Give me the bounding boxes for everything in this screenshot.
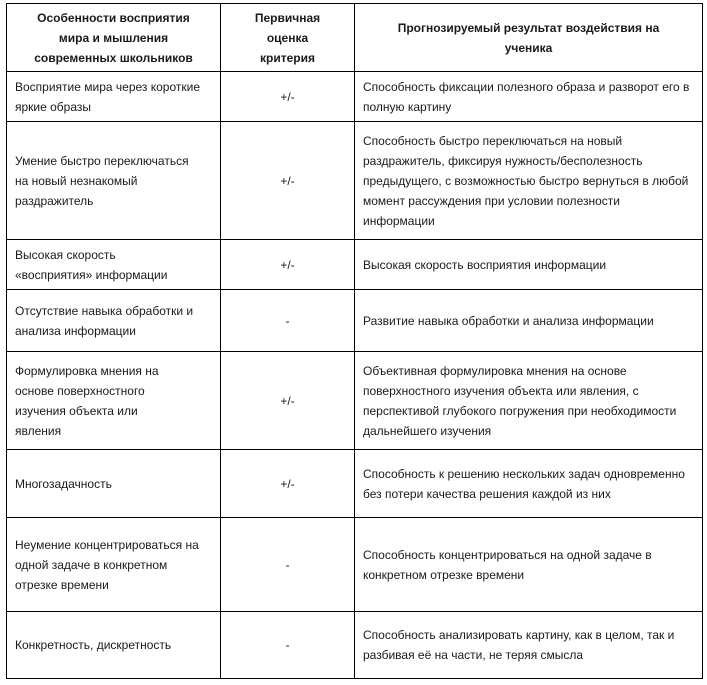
score-cell: +/- xyxy=(221,352,355,450)
feature-cell: Восприятие мира через короткие яркие образы xyxy=(7,72,221,122)
result-cell: Способность быстро переключаться на новый раздражитель, фиксируя нужность/бесполезность предыдущего, с возможностью быстро вернуться в любой момент рассуждения при условии полезности информации xyxy=(355,122,703,240)
result-cell: Способность анализировать картину, как в целом, так и разбивая её на части, не теряя смысла xyxy=(355,612,703,679)
result-cell: Способность фиксации полезного образа и разворот его в полную картину xyxy=(355,72,703,122)
feature-cell: Многозадачность xyxy=(7,450,221,518)
table-row xyxy=(7,352,703,450)
feature-cell: Высокая скорость «восприятия» информации xyxy=(7,240,221,290)
score-cell: +/- xyxy=(221,72,355,122)
result-cell: Развитие навыка обработки и анализа информации xyxy=(355,290,703,352)
result-cell: Высокая скорость восприятия информации xyxy=(355,240,703,290)
table-header-row xyxy=(7,4,703,72)
score-cell: - xyxy=(221,612,355,679)
table-row xyxy=(7,450,703,518)
score-cell: +/- xyxy=(221,240,355,290)
result-cell: Способность концентрироваться на одной задаче в конкретном отрезке времени xyxy=(355,518,703,612)
table-row xyxy=(7,72,703,122)
table-row xyxy=(7,290,703,352)
criteria-table xyxy=(6,3,703,679)
score-cell: +/- xyxy=(221,122,355,240)
result-cell: Объективная формулировка мнения на основе поверхностного изучения объекта или явления, с перспективой глубокого погружения при необходимости дальнейшего изучения xyxy=(355,352,703,450)
table-row xyxy=(7,122,703,240)
header-features: Особенности восприятия мира и мышления современных школьников xyxy=(7,4,221,72)
table-row xyxy=(7,612,703,679)
score-cell: - xyxy=(221,518,355,612)
result-cell: Способность к решению нескольких задач одновременно без потери качества решения каждой из них xyxy=(355,450,703,518)
feature-cell: Формулировка мнения на основе поверхностного изучения объекта или явления xyxy=(7,352,221,450)
header-score: Первичная оценка критерия xyxy=(221,4,355,72)
table-row xyxy=(7,240,703,290)
feature-cell: Умение быстро переключаться на новый незнакомый раздражитель xyxy=(7,122,221,240)
feature-cell: Неумение концентрироваться на одной задаче в конкретном отрезке времени xyxy=(7,518,221,612)
feature-cell: Отсутствие навыка обработки и анализа информации xyxy=(7,290,221,352)
score-cell: +/- xyxy=(221,450,355,518)
score-cell: - xyxy=(221,290,355,352)
table-row xyxy=(7,518,703,612)
feature-cell: Конкретность, дискретность xyxy=(7,612,221,679)
header-result: Прогнозируемый результат воздействия на ученика xyxy=(355,4,703,72)
